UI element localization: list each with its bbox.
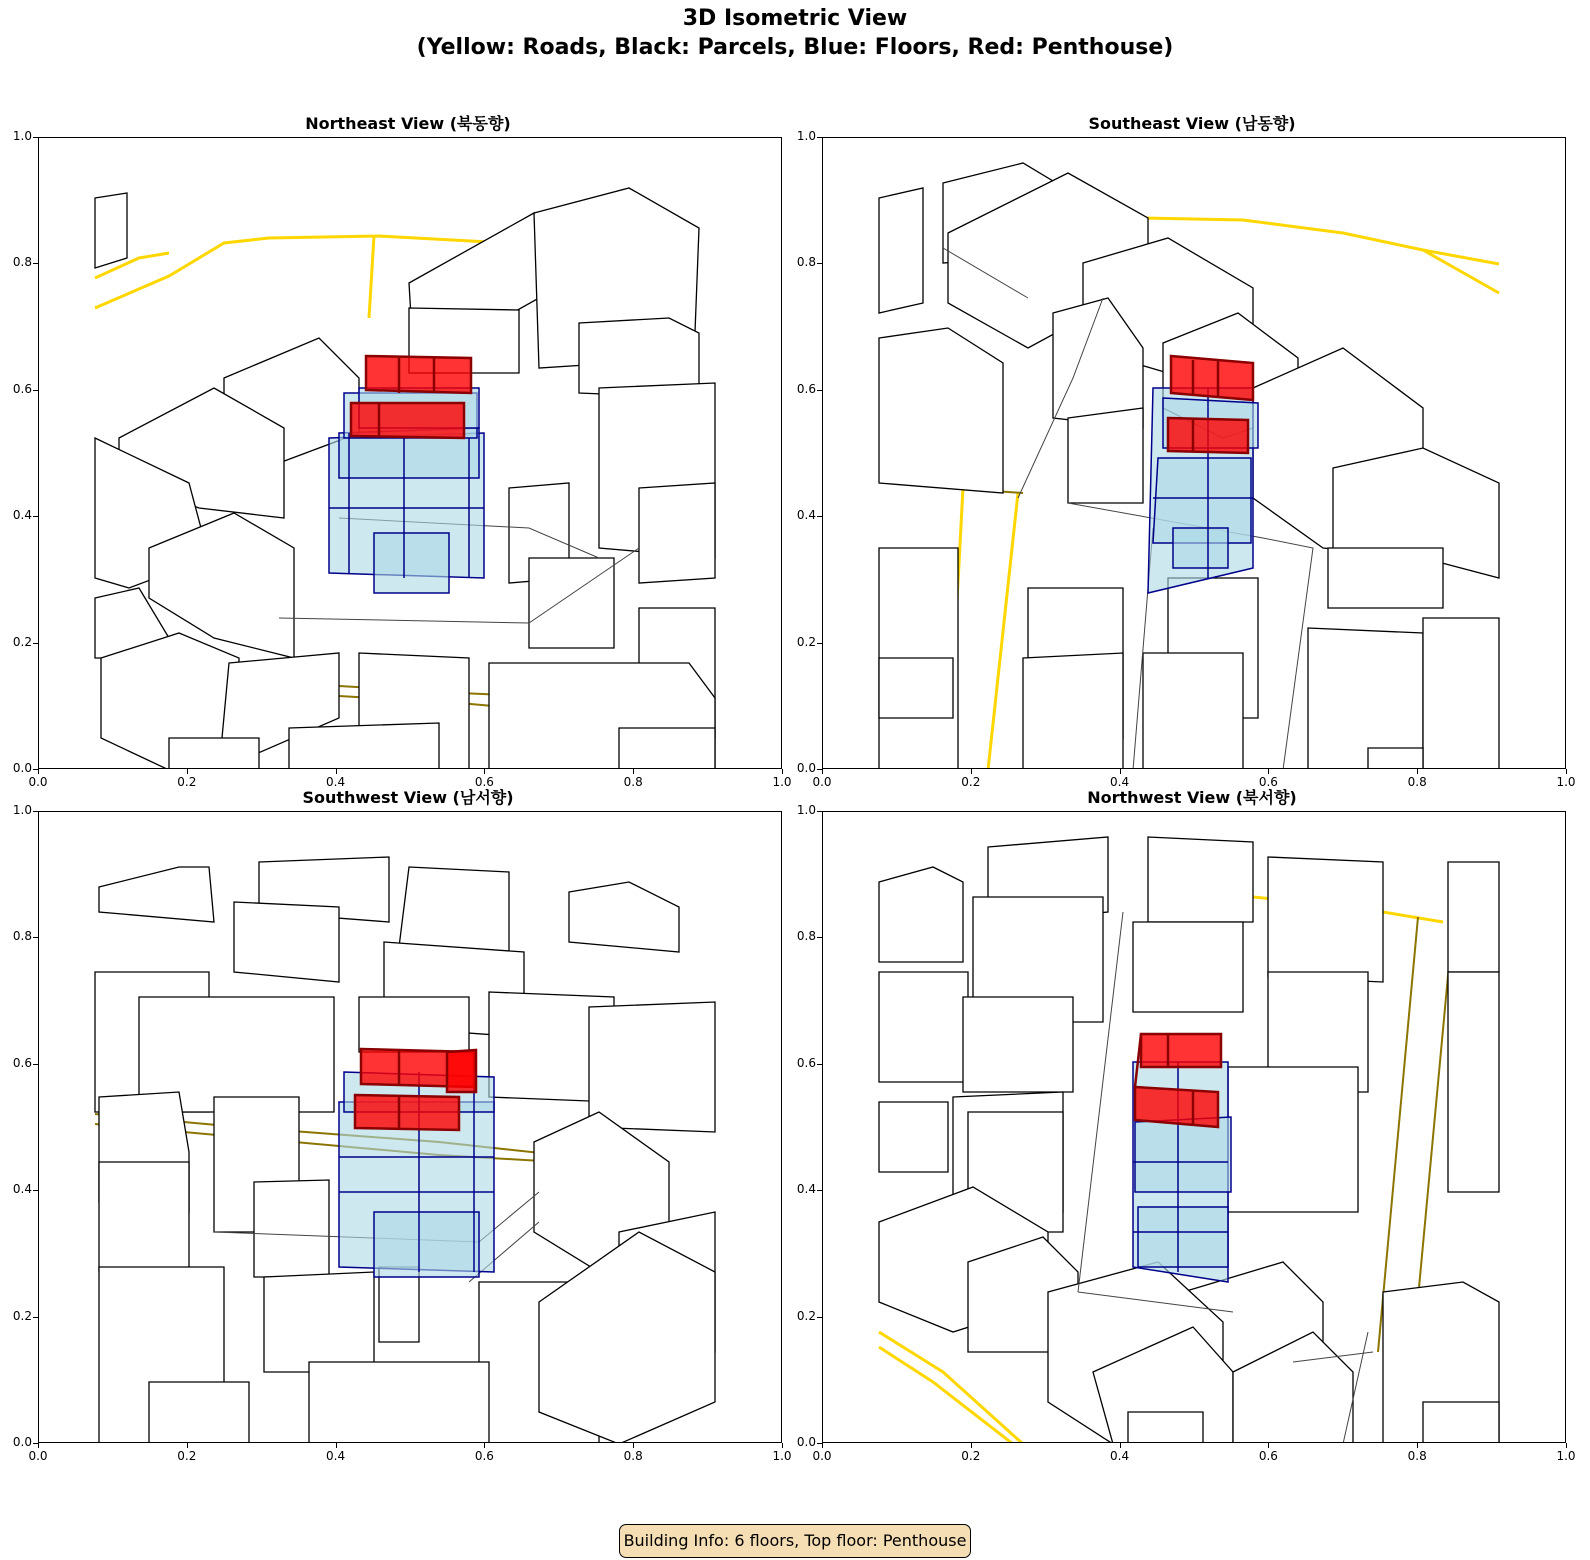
northwest-x-tick-label: 0.6 [1258, 1449, 1278, 1463]
southeast-y-tickmark [817, 263, 822, 264]
southeast-x-tickmark [1268, 769, 1269, 774]
northeast-x-tickmark [484, 769, 485, 774]
southwest-x-tickmark [633, 1443, 634, 1448]
southeast-y-tick-label: 0.0 [796, 761, 816, 775]
northeast-x-tick-label: 1.0 [772, 775, 792, 789]
southeast-x-tick-label: 0.0 [812, 775, 832, 789]
southeast-x-tickmark [822, 769, 823, 774]
southwest-x-tickmark [484, 1443, 485, 1448]
southwest-y-tickmark [33, 1317, 38, 1318]
northwest-y-tickmark [817, 1317, 822, 1318]
southwest-view-axes [38, 811, 782, 1443]
northeast-x-tick-label: 0.8 [623, 775, 643, 789]
northwest-x-tick-label: 0.2 [961, 1449, 981, 1463]
southwest-x-tickmark [38, 1443, 39, 1448]
northwest-x-tick-label: 0.0 [812, 1449, 832, 1463]
northeast-y-tickmark [33, 137, 38, 138]
northwest-x-tick-label: 0.8 [1407, 1449, 1427, 1463]
panel-title-southeast: Southeast View (남동향) [1088, 114, 1296, 133]
northeast-view-canvas [39, 138, 782, 769]
southeast-y-tickmark [817, 137, 822, 138]
southwest-x-tick-label: 0.0 [28, 1449, 48, 1463]
northeast-x-tick-label: 0.0 [28, 775, 48, 789]
northeast-y-tick-label: 0.2 [12, 634, 32, 649]
southeast-x-tickmark [971, 769, 972, 774]
northwest-x-tickmark [1268, 1443, 1269, 1448]
northwest-x-tick-label: 1.0 [1556, 1449, 1576, 1463]
southeast-x-tickmark [1120, 769, 1121, 774]
panel-title-southwest: Southwest View (남서향) [302, 788, 514, 807]
northeast-y-tick-label: 0.8 [12, 255, 32, 270]
southwest-x-tick-label: 0.8 [623, 1449, 643, 1463]
northwest-x-tickmark [1120, 1443, 1121, 1448]
southeast-y-tick-label: 0.4 [796, 508, 816, 523]
southeast-x-tick-label: 0.4 [1110, 775, 1130, 789]
southeast-x-tick-label: 1.0 [1556, 775, 1576, 789]
southeast-y-tick-label: 1.0 [796, 129, 816, 143]
southeast-x-tick-label: 0.6 [1258, 775, 1278, 789]
southeast-y-tickmark [817, 390, 822, 391]
northeast-x-tick-label: 0.6 [474, 775, 494, 789]
southeast-y-tick-label: 0.8 [796, 255, 816, 270]
southeast-y-tickmark [817, 769, 822, 770]
northwest-y-tick-label: 0.4 [796, 1182, 816, 1197]
northeast-y-tick-label: 0.6 [12, 381, 32, 396]
southwest-y-tick-label: 0.2 [12, 1308, 32, 1323]
northeast-view-axes [38, 137, 782, 769]
northeast-y-tick-label: 0.0 [12, 761, 32, 775]
northeast-y-tick-label: 0.4 [12, 508, 32, 523]
building-info-box: Building Info: 6 floors, Top floor: Penthouse [619, 1524, 971, 1558]
northwest-view-axes [822, 811, 1566, 1443]
southeast-y-tickmark [817, 643, 822, 644]
northeast-x-tickmark [38, 769, 39, 774]
northeast-x-tick-label: 0.2 [177, 775, 197, 789]
panel-title-northeast: Northeast View (북동향) [305, 114, 511, 133]
northwest-x-tickmark [822, 1443, 823, 1448]
southeast-x-tick-label: 0.2 [961, 775, 981, 789]
figure-title-line2: (Yellow: Roads, Black: Parcels, Blue: Floors, Red: Penthouse) [416, 35, 1174, 60]
northeast-y-tickmark [33, 390, 38, 391]
southwest-x-tickmark [336, 1443, 337, 1448]
northwest-y-tick-label: 1.0 [796, 803, 816, 817]
northwest-y-tick-label: 0.6 [796, 1055, 816, 1070]
northeast-y-tick-label: 1.0 [12, 129, 32, 143]
northwest-x-tickmark [1566, 1443, 1567, 1448]
northeast-y-tickmark [33, 643, 38, 644]
southeast-y-tick-label: 0.6 [796, 381, 816, 396]
northeast-y-tickmark [33, 516, 38, 517]
southwest-view-canvas [39, 812, 782, 1443]
northwest-x-tickmark [1417, 1443, 1418, 1448]
southeast-y-tickmark [817, 516, 822, 517]
northwest-y-tick-label: 0.0 [796, 1435, 816, 1449]
southeast-x-tick-label: 0.8 [1407, 775, 1427, 789]
southeast-x-tickmark [1417, 769, 1418, 774]
southwest-y-tickmark [33, 937, 38, 938]
northwest-y-tickmark [817, 1064, 822, 1065]
southeast-view-axes [822, 137, 1566, 769]
northwest-x-tickmark [971, 1443, 972, 1448]
southeast-x-tickmark [1566, 769, 1567, 774]
northwest-y-tickmark [817, 1443, 822, 1444]
northeast-x-tickmark [336, 769, 337, 774]
southwest-y-tick-label: 0.0 [12, 1435, 32, 1449]
southwest-y-tickmark [33, 1443, 38, 1444]
northeast-y-tickmark [33, 769, 38, 770]
northwest-view-canvas [823, 812, 1566, 1443]
southwest-y-tick-label: 1.0 [12, 803, 32, 817]
southwest-x-tick-label: 1.0 [772, 1449, 792, 1463]
southwest-y-tick-label: 0.8 [12, 929, 32, 944]
northwest-y-tick-label: 0.8 [796, 929, 816, 944]
northwest-y-tickmark [817, 811, 822, 812]
northeast-x-tickmark [187, 769, 188, 774]
southeast-view-canvas [823, 138, 1566, 769]
panel-title-northwest: Northwest View (북서향) [1087, 788, 1297, 807]
southwest-x-tick-label: 0.4 [326, 1449, 346, 1463]
northeast-x-tickmark [633, 769, 634, 774]
northwest-x-tick-label: 0.4 [1110, 1449, 1130, 1463]
figure-title [0, 4, 1590, 62]
southeast-y-tick-label: 0.2 [796, 634, 816, 649]
southwest-x-tickmark [187, 1443, 188, 1448]
southwest-y-tickmark [33, 811, 38, 812]
southwest-y-tick-label: 0.6 [12, 1055, 32, 1070]
southwest-y-tickmark [33, 1190, 38, 1191]
southwest-y-tick-label: 0.4 [12, 1182, 32, 1197]
northeast-y-tickmark [33, 263, 38, 264]
northeast-x-tick-label: 0.4 [326, 775, 346, 789]
northwest-y-tickmark [817, 937, 822, 938]
figure-title-line1: 3D Isometric View [682, 6, 908, 31]
southwest-x-tick-label: 0.2 [177, 1449, 197, 1463]
northwest-y-tick-label: 0.2 [796, 1308, 816, 1323]
southwest-x-tick-label: 0.6 [474, 1449, 494, 1463]
southwest-y-tickmark [33, 1064, 38, 1065]
northwest-y-tickmark [817, 1190, 822, 1191]
